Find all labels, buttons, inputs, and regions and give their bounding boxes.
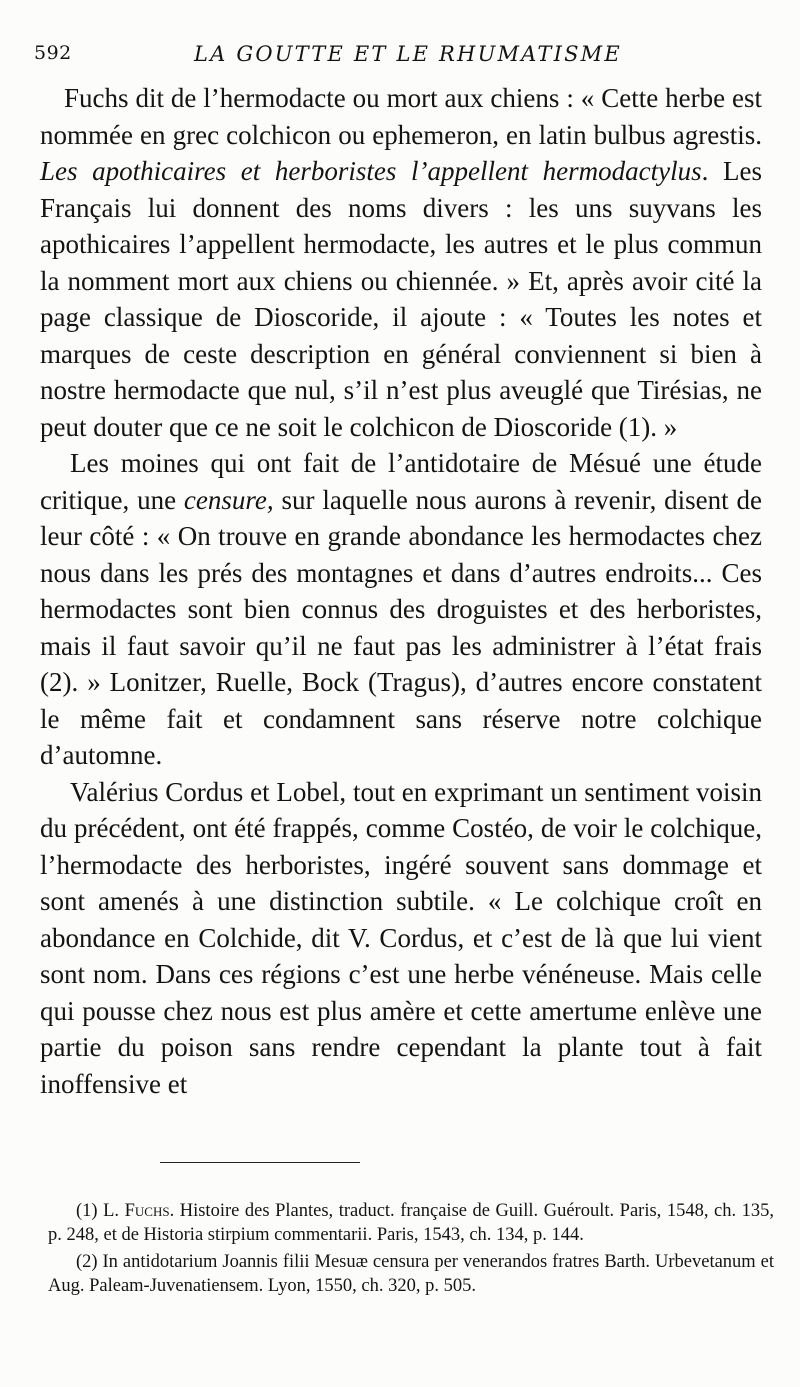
paragraph-text-run: Les apothicaires et herboristes l’appellent hermodactylus (40, 156, 702, 186)
paragraph-text-run: sur laquelle nous aurons à revenir, disent de leur côté : « On trouve en grande abondance les hermodactes chez nous dans les prés des montagnes et dans d’autres endroits... Ces hermodactes sont bien connus des droguistes et des herboristes, mais il faut savoir qu’il ne faut pas les administrer à l’état frais (2). » Lonitzer, Ruelle, Bock (Tragus), d’autres encore constatent le même fait et condamnent sans réserve notre colchique d’automne. (40, 484, 763, 770)
paragraph-text-run: censure, (183, 484, 274, 515)
page-number: 592 (34, 42, 72, 64)
footnote-text-run: . Histoire des Plantes, traduct. française de Guill. Guéroult. Paris, 1548, ch. 135, p. 248, et de Historia stirpium commentarii. Paris, 1543, ch. 134, p. 144. (48, 1201, 774, 1245)
paragraph-fuchs (40, 80, 762, 445)
paragraph-text-run: . Les Français lui donnent des noms divers : les uns suyvans les apothicaires l’appellent hermodacte, les autres et le plus commun la nomment mort aux chiens ou chiennée. » Et, après avoir cité la page classique de Dioscoride, il ajoute : « Toutes les notes et marques de ceste description en général conviennent si bien à nostre hermodacte que nul, s’il n’est plus aveuglé que Tirésias, ne peut douter que ce ne soit le colchicon de Dioscoride (1). » (40, 156, 762, 442)
page-header (34, 42, 774, 72)
footnote-text-run: (1) L. (76, 1201, 125, 1221)
paragraph-moines (40, 445, 762, 774)
running-title: LA GOUTTE ET LE RHUMATISME (194, 42, 622, 66)
paragraph-text-run: Les moines qui ont fait de l’antidotaire de Mésué une étude critique, une (40, 448, 762, 515)
footnote-text-run: Fuchs (124, 1201, 170, 1221)
paragraph-text-run: Fuchs dit de l’hermodacte ou mort aux chiens : « Cette herbe est nommée en grec colchicon ou ephemeron, en latin bulbus agrestis. (40, 83, 762, 150)
footnote-2 (48, 1251, 774, 1298)
footnote-1 (48, 1200, 774, 1247)
footnote-text-run: (2) In antidotarium Joannis filii Mesuæ censura per venerandos fratres Barth. Urbevetanum et Aug. Paleam-Juvenatiensem. Lyon, 1550, ch. 320, p. 505. (48, 1252, 774, 1296)
paragraph-cordus (40, 774, 762, 1103)
paragraph-text-run: Valérius Cordus et Lobel, tout en exprimant un sentiment voisin du précédent, ont été frappés, comme Costéo, de voir le colchique, l’hermodacte des herboristes, ingéré souvent sans dommage et sont amenés à une distinction subtile. « Le colchique croît en abondance en Colchide, dit V. Cordus, et c’est de là que lui vient sont nom. Dans ces régions c’est une herbe vénéneuse. Mais celle qui pousse chez nous est plus amère et cette amertume enlève une partie du poison sans rendre cependant la plante tout à fait inoffensive et (40, 776, 762, 1099)
footnote-separator (160, 1162, 360, 1163)
body-text (40, 80, 762, 1102)
footnotes (48, 1200, 774, 1302)
